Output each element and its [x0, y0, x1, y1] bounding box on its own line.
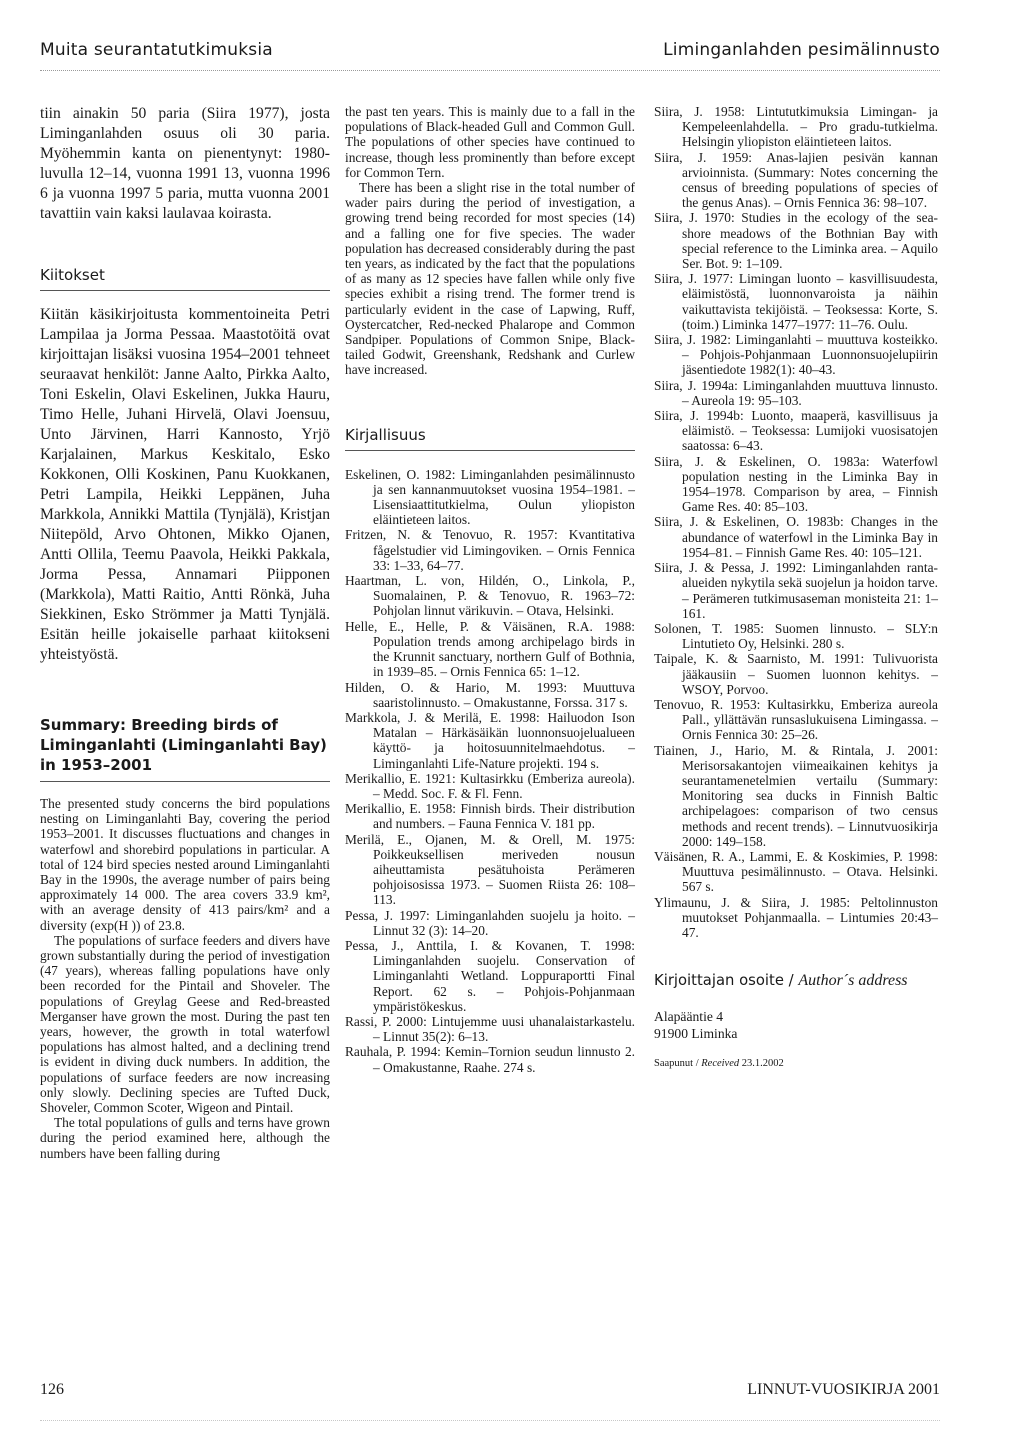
summary-heading-line-3: in 1953–2001 [40, 756, 153, 774]
running-head-right: Liminganlahden pesimälinnusto [663, 40, 940, 60]
reference-item: Haartman, L. von, Hildén, O., Linkola, P., Suomalainen, P. & Tenovuo, R. 1963–72: Pohjolan linnut värikuvin. – Otava, Helsinki. [345, 573, 635, 619]
reference-item: Siira, J. 1970: Studies in the ecology of the sea-shore meadows of the Bothnian Bay with special reference to the Liminka area. – Aquilo Ser. Bot. 9: 1–109. [654, 210, 938, 272]
address-postal: 91900 Liminka [654, 1026, 738, 1042]
reference-item: Siira, J. & Pessa, J. 1992: Liminganlahden ranta-alueiden nykytila sekä suojelun ja hoidon tarve. – Perämeren tutkimusaseman monisteita 21: 1–161. [654, 560, 938, 621]
address-street: Alapääntie 4 [654, 1009, 724, 1025]
reference-item: Ylimaunu, J. & Siira, J. 1985: Peltolinnuston muutokset Pohjanmaalla. – Lintumies 20:43–47. [654, 894, 938, 940]
reference-list-1 [345, 467, 635, 1075]
summary-paragraph-3: The total populations of gulls and terns have grown during the period examined here, although the numbers have been falling during [40, 1115, 330, 1161]
summary-paragraph-2: The populations of surface feeders and divers have grown substantially during the period of investigation (47 years), whereas falling populations have only been recorded for the Pintail and Shoveler. The populations of Greylag Geese and Red-breasted Merganser have grown the most. During the past ten years, however, the growth in total waterfowl populations has almost halted, and a declining trend is evident in diving duck numbers. In addition, the populations of surface feeders are now increasing only slowly. Declining species are Tufted Duck, Shoveler, Common Scoter, Wigeon and Pintail. [40, 932, 330, 1116]
reference-item: Siira, J. 1982: Liminganlahti – muuttuva kosteikko. – Pohjois-Pohjanmaan Luonnonsuojelupiirin jäsentiedote 1982(1): 40–43. [654, 332, 938, 378]
reference-item: Tiainen, J., Hario, M. & Rintala, J. 2001: Merisorsakantojen viimeaikainen kehitys ja seurantamenetelmien vertailu (Summary: Monitoring sea ducks in Finnish Baltic archipelagoes: comparison of two census methods and recent trends). – Linnutvuosikirja 2000: 149–158. [654, 742, 938, 849]
reference-item: Siira, J. 1994a: Liminganlahden muuttuva linnusto. – Aureola 19: 95–103. [654, 377, 938, 408]
journal-name: LINNUT-VUOSIKIRJA 2001 [747, 1381, 940, 1398]
reference-item: Merilä, E., Ojanen, M. & Orell, M. 1975: Poikkeuksellisen meriveden nousun aiheuttamista pesätuhoista Perämeren pohjoisosissa 1973. – Suomen Riista 26: 108–113. [345, 831, 635, 908]
summary-heading-line-2: Liminganlahti (Liminganlahti Bay) [40, 736, 327, 754]
summary-body [40, 796, 330, 1161]
received-label-en: Received [701, 1058, 740, 1070]
footer-divider [40, 1420, 940, 1421]
reference-item: Siira, J. 1959: Anas-lajien pesivän kannan arvioinnista. (Summary: Notes concerning the census of breeding populations of species of the genus Anas). – Ornis Fennica 36: 98–107. [654, 149, 938, 211]
header-divider [40, 70, 940, 71]
reference-item: Merikallio, E. 1958: Finnish birds. Their distribution and numbers. – Fauna Fennica V. 181 pp. [345, 801, 635, 832]
reference-list-2 [654, 104, 938, 940]
reference-item: Siira, J. & Eskelinen, O. 1983a: Waterfowl population nesting in the Liminka Bay in 1954–1978. Comparison by area, – Finnish Game Res. 40: 85–103. [654, 453, 938, 515]
reference-item: Helle, E., Helle, P. & Väisänen, R.A. 1988: Population trends among archipelago birds in the Krunnit sanctuary, northern Gulf of Bothnia, in 1939–85. – Ornis Fennica 65: 1–12. [345, 618, 635, 680]
summary-continued [345, 104, 635, 378]
column-3 [654, 104, 938, 1069]
reference-item: Eskelinen, O. 1982: Liminganlahden pesimälinnusto ja sen kannanmuutokset vuosina 1954–1981. – Lisensiaattitutkielma, Oulun yliopiston eläintieteen laitos. [345, 466, 635, 528]
reference-item: Siira, J. 1958: Lintututkimuksia Limingan- ja Kempeleenlahdella. – Pro gradu-tutkielma. Helsingin yliopiston eläintieteen laitos. [654, 104, 938, 150]
reference-item: Tenovuo, R. 1953: Kultasirkku, Emberiza aureola Pall., yllättävän runsaslukuisena Limingassa. – Ornis Fennica 30: 25–26. [654, 696, 938, 743]
references-heading: Kirjallisuus [345, 426, 635, 451]
received-date [654, 1058, 938, 1069]
running-head-left: Muita seurantatutkimuksia [40, 40, 273, 60]
intro-paragraph [40, 104, 330, 224]
summary-paragraph-1: The presented study concerns the bird populations nesting on Liminganlahti Bay, covering the period 1953–2001. It discusses fluctuations and changes in waterfowl and shorebird populations in particular. A total of 124 bird species nested around Liminganlahti Bay in the 1990s, the average number of pairs being approximately 14 000. The area covers 33.9 km², with an average density of 413 pairs/km² and a diversity (exp(H )) of 23.8. [40, 796, 330, 933]
thanks-heading: Kiitokset [40, 266, 330, 291]
summary-heading-line-1: Summary: Breeding birds of [40, 716, 278, 734]
reference-item: Pessa, J., Anttila, I. & Kovanen, T. 1998: Liminganlahden suojelu. Conservation of Liminganlahti Wetland. Loppuraportti Final Report. 62 s. – Pohjois-Pohjanmaan ympäristökeskus. [345, 937, 635, 1014]
column-2 [345, 104, 635, 1075]
reference-item: Pessa, J. 1997: Liminganlahden suojelu ja hoito. – Linnut 32 (3): 14–20. [345, 907, 635, 938]
reference-item: Väisänen, R. A., Lammi, E. & Koskimies, P. 1998: Muuttuva pesimälinnusto. – Otava. Helsinki. 567 s. [654, 848, 938, 895]
reference-item: Rassi, P. 2000: Lintujemme uusi uhanalaistarkastelu. – Linnut 35(2): 6–13. [345, 1013, 635, 1045]
intro-text: tiin ainakin 50 paria (Siira 1977), josta Liminganlahden osuus oli 30 paria. Myöhemmin kanta on pienentynyt: 1980-luvulla 12–14, vuonna 1991 13, vuonna 1996 6 ja vuonna 1997 5 paria, mutta vuonna 2001 tavattiin vain kaksi laulavaa koirasta. [40, 105, 330, 222]
thanks-text: Kiitän käsikirjoitusta kommentoineita Petri Lampilaa ja Jorma Pessaa. Maastotöitä ovat kirjoittajan lisäksi vuosina 1954–2001 tehneet seuraavat henkilöt: Janne Aalto, Pirkka Aalto, Toni Eskelin, Olavi Eskelinen, Jukka Hauru, Timo Helle, Juhani Hirvelä, Olavi Joensuu, Unto Järvinen, Harri Kannosto, Yrjö Karjalainen, Markus Keskitalo, Esko Kokkonen, Olli Koskinen, Panu Kuokkanen, Petri Lampila, Heikki Leppänen, Juha Markkola, Annikki Mattila (Tynjälä), Kristjan Niitepöld, Arvo Ohtonen, Mikko Ojanen, Antti Ollila, Teemu Paavola, Heikki Pakkala, Jorma Pessa, Annamari Piipponen (Markkola), Matti Raitio, Antti Rönkä, Juha Siekkinen, Esko Strömmer ja Matti Tynjälä. Esitän heille jokaiselle parhaat kiitokseni yhteistyöstä. [40, 306, 330, 663]
summary-paragraph-5: There has been a slight rise in the total number of wader pairs during the period of investigation, a growing trend being recorded for most species (14) and a falling one for five species. The wader population has decreased considerably during the past ten years, as indicated by the fact that the populations of as many as 12 species have fallen while only five species exhibit a rising trend. The former trend is particularly evident in the case of Lapwing, Ruff, Oystercatcher, Red-necked Phalarope and Common Sandpiper. Populations of Common Snipe, Black-tailed Godwit, Greenshank, Redshank and Curlew have increased. [345, 180, 635, 378]
reference-item: Hilden, O. & Hario, M. 1993: Muuttuva saaristolinnusto. – Omakustanne, Forssa. 317 s. [345, 679, 635, 710]
author-address [654, 1008, 938, 1042]
received-value: 23.1.2002 [741, 1058, 784, 1070]
reference-item: Rauhala, P. 1994: Kemin–Tornion seudun linnusto 2. – Omakustanne, Raahe. 274 s. [345, 1044, 635, 1075]
reference-item: Siira, J. 1994b: Luonto, maaperä, kasvillisuus ja eläimistö. – Teoksessa: Lumijoki vuosisatojen saatossa: 6–43. [654, 408, 938, 454]
thanks-paragraph [40, 305, 330, 665]
page-number: 126 [40, 1381, 64, 1398]
author-address-heading-en: Author´s address [798, 972, 908, 990]
reference-item: Siira, J. & Eskelinen, O. 1983b: Changes in the abundance of waterfowl in the Liminka Bay in 1954–81. – Finnish Game Res. 40: 105–121. [654, 514, 938, 560]
author-address-heading [654, 972, 938, 990]
reference-item: Fritzen, N. & Tenovuo, R. 1957: Kvantitativa fågelstudier vid Limingoviken. – Ornis Fennica 33: 1–33, 64–77. [345, 527, 635, 573]
received-label: Saapunut / [654, 1058, 699, 1070]
reference-item: Merikallio, E. 1921: Kultasirkku (Emberiza aureola). – Medd. Soc. F. & Fl. Fenn. [345, 770, 635, 801]
summary-paragraph-4: the past ten years. This is mainly due to a fall in the populations of Black-headed Gull and Common Gull. The populations of other species have continued to increase, though less prominently than before except for Common Tern. [345, 104, 635, 180]
reference-item: Taipale, K. & Saarnisto, M. 1991: Tulivuorista jääkausiin – Suomen luonnon kehitys. – WSOY, Porvoo. [654, 651, 938, 697]
author-address-heading-fi: Kirjoittajan osoite / [654, 972, 794, 990]
reference-item: Markkola, J. & Merilä, E. 1998: Hailuodon Ison Matalan – Härkäsäikän luonnonsuojelualueen käyttö- ja hoitosuunnitelmaehdotus. – Liminganlahti Life-Nature projekti. 194 s. [345, 709, 635, 771]
summary-heading [40, 715, 330, 782]
reference-item: Siira, J. 1977: Limingan luonto – kasvillisuudesta, eläimistöstä, luonnonvaroista ja näihin vaikuttavista tekijöistä. – Teoksessa: Korte, S. (toim.) Liminka 1477–1977: 11–76. Oulu. [654, 271, 938, 332]
reference-item: Solonen, T. 1985: Suomen linnusto. – SLY:n Lintutieto Oy, Helsinki. 280 s. [654, 620, 938, 652]
column-1 [40, 104, 330, 1161]
